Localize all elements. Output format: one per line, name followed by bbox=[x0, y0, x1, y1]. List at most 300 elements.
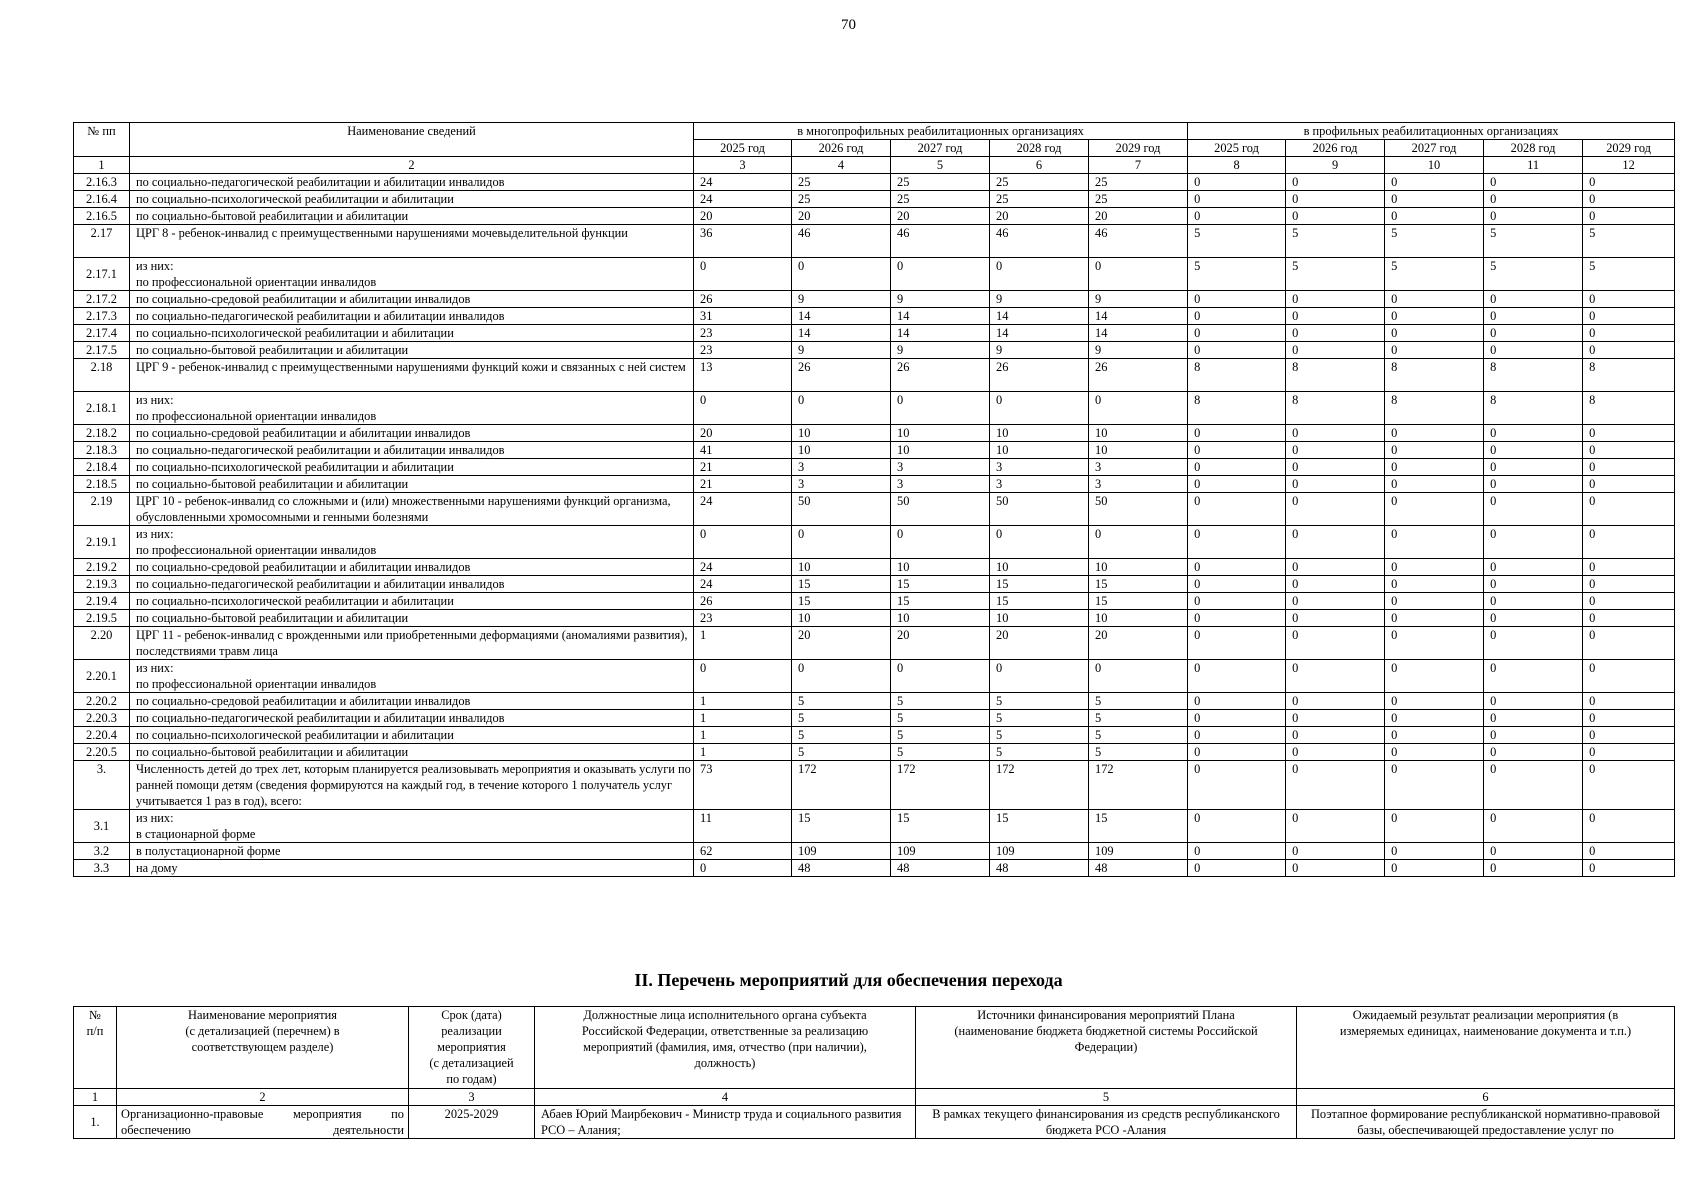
row-value: 10 bbox=[1089, 425, 1188, 442]
row-name: в полустационарной форме bbox=[130, 843, 694, 860]
row-value: 0 bbox=[1286, 761, 1385, 810]
row-value: 3 bbox=[891, 476, 990, 493]
measures-row-officials: Абаев Юрий Маирбекович - Министр труда и социального развития РСО – Алания; bbox=[535, 1106, 916, 1139]
row-value: 5 bbox=[990, 727, 1089, 744]
row-value: 0 bbox=[1286, 459, 1385, 476]
row-value: 0 bbox=[1484, 810, 1583, 843]
row-value: 109 bbox=[990, 843, 1089, 860]
row-value: 0 bbox=[1188, 526, 1286, 559]
table-row bbox=[74, 843, 1675, 860]
row-value: 23 bbox=[694, 342, 792, 359]
row-code: 2.19.1 bbox=[74, 526, 130, 559]
row-value: 0 bbox=[1286, 744, 1385, 761]
row-value: 0 bbox=[694, 392, 792, 425]
row-value: 5 bbox=[1286, 258, 1385, 291]
row-value: 0 bbox=[1286, 727, 1385, 744]
row-name: по социально-бытовой реабилитации и абилитации bbox=[130, 610, 694, 627]
row-value: 5 bbox=[1583, 258, 1675, 291]
row-value: 10 bbox=[1089, 610, 1188, 627]
row-value: 0 bbox=[1484, 191, 1583, 208]
row-value: 0 bbox=[1188, 291, 1286, 308]
measures-header-result: Ожидаемый результат реализации мероприятия (в измеряемых единицах, наименование документа и т.п.) bbox=[1297, 1007, 1675, 1089]
row-value: 3 bbox=[1089, 476, 1188, 493]
row-value: 172 bbox=[891, 761, 990, 810]
header-column-number: 9 bbox=[1286, 157, 1385, 174]
row-value: 9 bbox=[891, 291, 990, 308]
row-name: из них: по профессиональной ориентации инвалидов bbox=[130, 526, 694, 559]
row-value: 0 bbox=[1583, 860, 1675, 877]
row-value: 46 bbox=[990, 225, 1089, 258]
row-value: 10 bbox=[792, 442, 891, 459]
row-value: 26 bbox=[990, 359, 1089, 392]
table-row bbox=[74, 258, 1675, 291]
row-value: 10 bbox=[990, 559, 1089, 576]
measures-column-number: 5 bbox=[916, 1089, 1297, 1106]
row-value: 0 bbox=[1286, 442, 1385, 459]
row-value: 26 bbox=[694, 593, 792, 610]
header-group-profile: в профильных реабилитационных организациях bbox=[1188, 123, 1675, 140]
row-value: 0 bbox=[1286, 425, 1385, 442]
table-row bbox=[74, 392, 1675, 425]
row-name: по социально-психологической реабилитации и абилитации bbox=[130, 459, 694, 476]
row-value: 0 bbox=[1484, 576, 1583, 593]
measures-row-num: 1. bbox=[74, 1106, 117, 1139]
row-value: 20 bbox=[990, 208, 1089, 225]
header-year: 2028 год bbox=[1484, 140, 1583, 157]
row-value: 8 bbox=[1286, 392, 1385, 425]
row-value: 172 bbox=[1089, 761, 1188, 810]
row-value: 0 bbox=[792, 526, 891, 559]
row-value: 48 bbox=[1089, 860, 1188, 877]
row-value: 9 bbox=[792, 342, 891, 359]
header-column-number: 11 bbox=[1484, 157, 1583, 174]
row-value: 26 bbox=[694, 291, 792, 308]
row-value: 20 bbox=[891, 627, 990, 660]
row-code: 2.17 bbox=[74, 225, 130, 258]
row-value: 0 bbox=[1484, 610, 1583, 627]
row-name: ЦРГ 9 - ребенок-инвалид с преимущественными нарушениями функций кожи и связанных с ней систем bbox=[130, 359, 694, 392]
header-num: № пп bbox=[74, 123, 130, 157]
row-value: 48 bbox=[792, 860, 891, 877]
row-value: 20 bbox=[990, 627, 1089, 660]
row-value: 31 bbox=[694, 308, 792, 325]
row-value: 0 bbox=[694, 860, 792, 877]
row-code: 2.20.1 bbox=[74, 660, 130, 693]
row-value: 73 bbox=[694, 761, 792, 810]
table-row bbox=[74, 359, 1675, 392]
row-value: 0 bbox=[1286, 610, 1385, 627]
row-value: 109 bbox=[1089, 843, 1188, 860]
row-value: 15 bbox=[1089, 576, 1188, 593]
row-value: 9 bbox=[990, 342, 1089, 359]
table-row bbox=[74, 710, 1675, 727]
row-value: 1 bbox=[694, 727, 792, 744]
row-value: 24 bbox=[694, 191, 792, 208]
row-value: 8 bbox=[1484, 359, 1583, 392]
row-name: по социально-педагогической реабилитации и абилитации инвалидов bbox=[130, 576, 694, 593]
row-code: 2.17.3 bbox=[74, 308, 130, 325]
row-value: 0 bbox=[1385, 710, 1484, 727]
row-value: 15 bbox=[891, 810, 990, 843]
row-value: 14 bbox=[1089, 325, 1188, 342]
row-value: 0 bbox=[990, 258, 1089, 291]
table-row bbox=[74, 442, 1675, 459]
row-value: 0 bbox=[1484, 593, 1583, 610]
row-value: 0 bbox=[1286, 843, 1385, 860]
row-value: 14 bbox=[990, 325, 1089, 342]
measures-column-number: 1 bbox=[74, 1089, 117, 1106]
row-value: 0 bbox=[1583, 660, 1675, 693]
row-value: 5 bbox=[990, 710, 1089, 727]
row-value: 1 bbox=[694, 744, 792, 761]
row-value: 0 bbox=[1188, 191, 1286, 208]
row-value: 172 bbox=[792, 761, 891, 810]
row-value: 0 bbox=[1286, 693, 1385, 710]
row-value: 0 bbox=[694, 660, 792, 693]
row-value: 0 bbox=[1583, 291, 1675, 308]
row-value: 25 bbox=[792, 191, 891, 208]
row-value: 0 bbox=[891, 660, 990, 693]
row-value: 0 bbox=[1583, 191, 1675, 208]
row-value: 0 bbox=[1286, 174, 1385, 191]
row-value: 0 bbox=[792, 660, 891, 693]
row-value: 48 bbox=[891, 860, 990, 877]
row-value: 0 bbox=[1385, 459, 1484, 476]
row-value: 25 bbox=[1089, 174, 1188, 191]
measures-header-num: № п/п bbox=[74, 1007, 117, 1089]
measures-row bbox=[74, 1106, 1675, 1139]
row-value: 0 bbox=[1484, 325, 1583, 342]
row-value: 20 bbox=[694, 425, 792, 442]
row-value: 9 bbox=[891, 342, 990, 359]
row-value: 0 bbox=[1385, 761, 1484, 810]
row-value: 8 bbox=[1188, 359, 1286, 392]
row-value: 24 bbox=[694, 174, 792, 191]
row-value: 21 bbox=[694, 476, 792, 493]
row-value: 10 bbox=[792, 559, 891, 576]
row-value: 0 bbox=[1385, 593, 1484, 610]
row-value: 0 bbox=[1188, 325, 1286, 342]
row-value: 0 bbox=[1484, 559, 1583, 576]
row-code: 2.16.3 bbox=[74, 174, 130, 191]
row-value: 0 bbox=[891, 526, 990, 559]
row-value: 15 bbox=[792, 593, 891, 610]
row-code: 2.18.4 bbox=[74, 459, 130, 476]
table-row bbox=[74, 459, 1675, 476]
row-value: 3 bbox=[792, 476, 891, 493]
row-value: 0 bbox=[1089, 392, 1188, 425]
row-value: 0 bbox=[1188, 342, 1286, 359]
row-value: 5 bbox=[1385, 258, 1484, 291]
row-code: 2.18.1 bbox=[74, 392, 130, 425]
row-code: 2.18.5 bbox=[74, 476, 130, 493]
row-value: 0 bbox=[1484, 442, 1583, 459]
row-value: 0 bbox=[1484, 291, 1583, 308]
row-value: 8 bbox=[1286, 359, 1385, 392]
row-value: 0 bbox=[891, 392, 990, 425]
header-year: 2026 год bbox=[1286, 140, 1385, 157]
row-value: 10 bbox=[891, 559, 990, 576]
row-value: 5 bbox=[891, 727, 990, 744]
table-row bbox=[74, 860, 1675, 877]
row-value: 0 bbox=[1583, 174, 1675, 191]
header-year: 2029 год bbox=[1089, 140, 1188, 157]
row-code: 2.17.2 bbox=[74, 291, 130, 308]
row-value: 26 bbox=[1089, 359, 1188, 392]
row-value: 15 bbox=[891, 593, 990, 610]
row-value: 21 bbox=[694, 459, 792, 476]
row-value: 10 bbox=[891, 610, 990, 627]
row-value: 0 bbox=[1385, 610, 1484, 627]
row-value: 9 bbox=[990, 291, 1089, 308]
row-value: 0 bbox=[1484, 693, 1583, 710]
measures-table bbox=[73, 1006, 1675, 1139]
measures-column-number: 4 bbox=[535, 1089, 916, 1106]
row-value: 3 bbox=[990, 476, 1089, 493]
row-value: 0 bbox=[1385, 291, 1484, 308]
row-value: 0 bbox=[1385, 476, 1484, 493]
row-value: 14 bbox=[990, 308, 1089, 325]
table-row bbox=[74, 191, 1675, 208]
header-column-number: 2 bbox=[130, 157, 694, 174]
row-code: 2.19.2 bbox=[74, 559, 130, 576]
row-value: 46 bbox=[792, 225, 891, 258]
row-value: 24 bbox=[694, 493, 792, 526]
row-value: 0 bbox=[1583, 559, 1675, 576]
row-value: 15 bbox=[990, 593, 1089, 610]
header-column-number: 4 bbox=[792, 157, 891, 174]
row-value: 14 bbox=[891, 325, 990, 342]
row-code: 2.17.1 bbox=[74, 258, 130, 291]
row-value: 0 bbox=[1188, 693, 1286, 710]
row-value: 15 bbox=[1089, 593, 1188, 610]
row-value: 1 bbox=[694, 693, 792, 710]
row-value: 0 bbox=[1286, 493, 1385, 526]
row-value: 10 bbox=[891, 442, 990, 459]
row-name: Численность детей до трех лет, которым планируется реализовывать мероприятия и оказывать услуги по ранней помощи детям (сведения формируются на каждый год, в течение которого 1 получатель услуг учитывается 1 раз в год), всего: bbox=[130, 761, 694, 810]
row-value: 0 bbox=[990, 392, 1089, 425]
row-value: 5 bbox=[891, 693, 990, 710]
row-value: 0 bbox=[1188, 727, 1286, 744]
table-row bbox=[74, 225, 1675, 258]
row-value: 0 bbox=[1484, 342, 1583, 359]
row-name: ЦРГ 10 - ребенок-инвалид со сложными и (или) множественными нарушениями функций организма, обусловленными хромосомными и генными болезнями bbox=[130, 493, 694, 526]
row-value: 0 bbox=[1484, 493, 1583, 526]
row-value: 14 bbox=[792, 308, 891, 325]
row-value: 0 bbox=[1385, 627, 1484, 660]
header-group-multiprofile: в многопрофильных реабилитационных организациях bbox=[694, 123, 1188, 140]
row-value: 0 bbox=[1286, 308, 1385, 325]
measures-row-name: Организационно-правовые мероприятия по обеспечению деятельности bbox=[117, 1106, 409, 1139]
table-row bbox=[74, 291, 1675, 308]
row-value: 5 bbox=[1188, 225, 1286, 258]
measures-colnum-row bbox=[74, 1089, 1675, 1106]
row-value: 5 bbox=[792, 693, 891, 710]
row-value: 0 bbox=[1188, 425, 1286, 442]
row-value: 0 bbox=[1583, 459, 1675, 476]
row-value: 0 bbox=[1286, 660, 1385, 693]
row-value: 0 bbox=[1188, 476, 1286, 493]
row-value: 5 bbox=[1484, 258, 1583, 291]
row-value: 0 bbox=[1583, 576, 1675, 593]
row-code: 2.16.4 bbox=[74, 191, 130, 208]
row-value: 0 bbox=[1286, 710, 1385, 727]
table-row bbox=[74, 576, 1675, 593]
row-value: 20 bbox=[792, 627, 891, 660]
row-value: 10 bbox=[792, 610, 891, 627]
row-value: 9 bbox=[1089, 291, 1188, 308]
row-value: 25 bbox=[1089, 191, 1188, 208]
row-value: 0 bbox=[1385, 576, 1484, 593]
row-value: 25 bbox=[990, 174, 1089, 191]
row-value: 0 bbox=[1484, 308, 1583, 325]
row-value: 0 bbox=[1188, 810, 1286, 843]
table-row bbox=[74, 660, 1675, 693]
row-name: по социально-средовой реабилитации и абилитации инвалидов bbox=[130, 425, 694, 442]
row-value: 20 bbox=[694, 208, 792, 225]
row-name: из них: в стационарной форме bbox=[130, 810, 694, 843]
row-value: 0 bbox=[1286, 526, 1385, 559]
header-column-number: 6 bbox=[990, 157, 1089, 174]
row-value: 0 bbox=[1385, 843, 1484, 860]
header-colnum-row bbox=[74, 157, 1675, 174]
header-column-number: 12 bbox=[1583, 157, 1675, 174]
row-value: 0 bbox=[1385, 860, 1484, 877]
header-year: 2028 год bbox=[990, 140, 1089, 157]
measures-header-term: Срок (дата) реализации мероприятия (с детализацией по годам) bbox=[409, 1007, 535, 1089]
row-value: 0 bbox=[1188, 843, 1286, 860]
row-name: из них: по профессиональной ориентации инвалидов bbox=[130, 660, 694, 693]
row-value: 3 bbox=[990, 459, 1089, 476]
table-row bbox=[74, 761, 1675, 810]
row-value: 8 bbox=[1583, 392, 1675, 425]
row-value: 1 bbox=[694, 710, 792, 727]
row-value: 5 bbox=[792, 727, 891, 744]
row-value: 0 bbox=[1583, 843, 1675, 860]
row-value: 23 bbox=[694, 325, 792, 342]
row-name: на дому bbox=[130, 860, 694, 877]
row-name: по социально-средовой реабилитации и абилитации инвалидов bbox=[130, 291, 694, 308]
row-value: 0 bbox=[1188, 660, 1286, 693]
row-value: 25 bbox=[891, 174, 990, 191]
row-value: 0 bbox=[1583, 693, 1675, 710]
row-value: 0 bbox=[1583, 308, 1675, 325]
header-year: 2029 год bbox=[1583, 140, 1675, 157]
row-value: 0 bbox=[1385, 493, 1484, 526]
row-value: 0 bbox=[1286, 291, 1385, 308]
row-value: 9 bbox=[792, 291, 891, 308]
table-row bbox=[74, 610, 1675, 627]
row-code: 2.20.3 bbox=[74, 710, 130, 727]
row-value: 20 bbox=[891, 208, 990, 225]
row-value: 0 bbox=[1583, 493, 1675, 526]
row-value: 0 bbox=[1188, 493, 1286, 526]
row-code: 2.19.5 bbox=[74, 610, 130, 627]
row-code: 2.18 bbox=[74, 359, 130, 392]
row-value: 0 bbox=[1385, 208, 1484, 225]
section-2-title: II. Перечень мероприятий для обеспечения перехода bbox=[634, 970, 1063, 990]
row-value: 0 bbox=[1286, 593, 1385, 610]
row-value: 0 bbox=[1188, 593, 1286, 610]
row-value: 5 bbox=[792, 710, 891, 727]
row-value: 0 bbox=[1385, 744, 1484, 761]
row-value: 0 bbox=[1188, 576, 1286, 593]
row-code: 2.18.2 bbox=[74, 425, 130, 442]
row-code: 2.17.5 bbox=[74, 342, 130, 359]
measures-row-term: 2025-2029 bbox=[409, 1106, 535, 1139]
row-value: 0 bbox=[1583, 610, 1675, 627]
row-value: 0 bbox=[1385, 442, 1484, 459]
row-name: по социально-педагогической реабилитации и абилитации инвалидов bbox=[130, 710, 694, 727]
row-value: 8 bbox=[1188, 392, 1286, 425]
row-value: 46 bbox=[891, 225, 990, 258]
row-value: 0 bbox=[1484, 526, 1583, 559]
row-value: 0 bbox=[1484, 174, 1583, 191]
row-name: по социально-педагогической реабилитации и абилитации инвалидов bbox=[130, 174, 694, 191]
row-value: 0 bbox=[1188, 860, 1286, 877]
row-value: 5 bbox=[792, 744, 891, 761]
row-value: 14 bbox=[1089, 308, 1188, 325]
row-value: 20 bbox=[792, 208, 891, 225]
row-value: 5 bbox=[1089, 710, 1188, 727]
row-value: 62 bbox=[694, 843, 792, 860]
row-value: 0 bbox=[1583, 744, 1675, 761]
row-name: по социально-психологической реабилитации и абилитации bbox=[130, 325, 694, 342]
row-value: 0 bbox=[1583, 526, 1675, 559]
row-value: 25 bbox=[792, 174, 891, 191]
row-value: 9 bbox=[1089, 342, 1188, 359]
row-value: 11 bbox=[694, 810, 792, 843]
row-value: 0 bbox=[1089, 526, 1188, 559]
header-year: 2025 год bbox=[694, 140, 792, 157]
row-value: 5 bbox=[891, 744, 990, 761]
row-value: 5 bbox=[891, 710, 990, 727]
row-name: по социально-бытовой реабилитации и абилитации bbox=[130, 208, 694, 225]
table-row bbox=[74, 476, 1675, 493]
header-column-number: 5 bbox=[891, 157, 990, 174]
row-value: 15 bbox=[792, 810, 891, 843]
row-value: 5 bbox=[1286, 225, 1385, 258]
row-name: по социально-бытовой реабилитации и абилитации bbox=[130, 342, 694, 359]
row-value: 0 bbox=[1484, 727, 1583, 744]
row-code: 3.3 bbox=[74, 860, 130, 877]
row-name: по социально-психологической реабилитации и абилитации bbox=[130, 727, 694, 744]
row-value: 8 bbox=[1583, 359, 1675, 392]
table-row bbox=[74, 174, 1675, 191]
row-value: 0 bbox=[1089, 258, 1188, 291]
measures-row-sources: В рамках текущего финансирования из средств республиканского бюджета РСО -Алания bbox=[916, 1106, 1297, 1139]
row-value: 0 bbox=[1484, 710, 1583, 727]
row-value: 48 bbox=[990, 860, 1089, 877]
table-row bbox=[74, 308, 1675, 325]
row-value: 50 bbox=[990, 493, 1089, 526]
row-value: 0 bbox=[1188, 174, 1286, 191]
row-code: 2.20.4 bbox=[74, 727, 130, 744]
row-name: по социально-педагогической реабилитации и абилитации инвалидов bbox=[130, 442, 694, 459]
row-value: 0 bbox=[1385, 660, 1484, 693]
header-year: 2027 год bbox=[1385, 140, 1484, 157]
row-value: 0 bbox=[1583, 425, 1675, 442]
table-row bbox=[74, 208, 1675, 225]
row-code: 2.16.5 bbox=[74, 208, 130, 225]
row-value: 24 bbox=[694, 559, 792, 576]
measures-column-number: 2 bbox=[117, 1089, 409, 1106]
row-code: 2.20.2 bbox=[74, 693, 130, 710]
row-value: 0 bbox=[1286, 860, 1385, 877]
row-value: 0 bbox=[1583, 442, 1675, 459]
row-value: 5 bbox=[1089, 727, 1188, 744]
row-value: 0 bbox=[1286, 342, 1385, 359]
